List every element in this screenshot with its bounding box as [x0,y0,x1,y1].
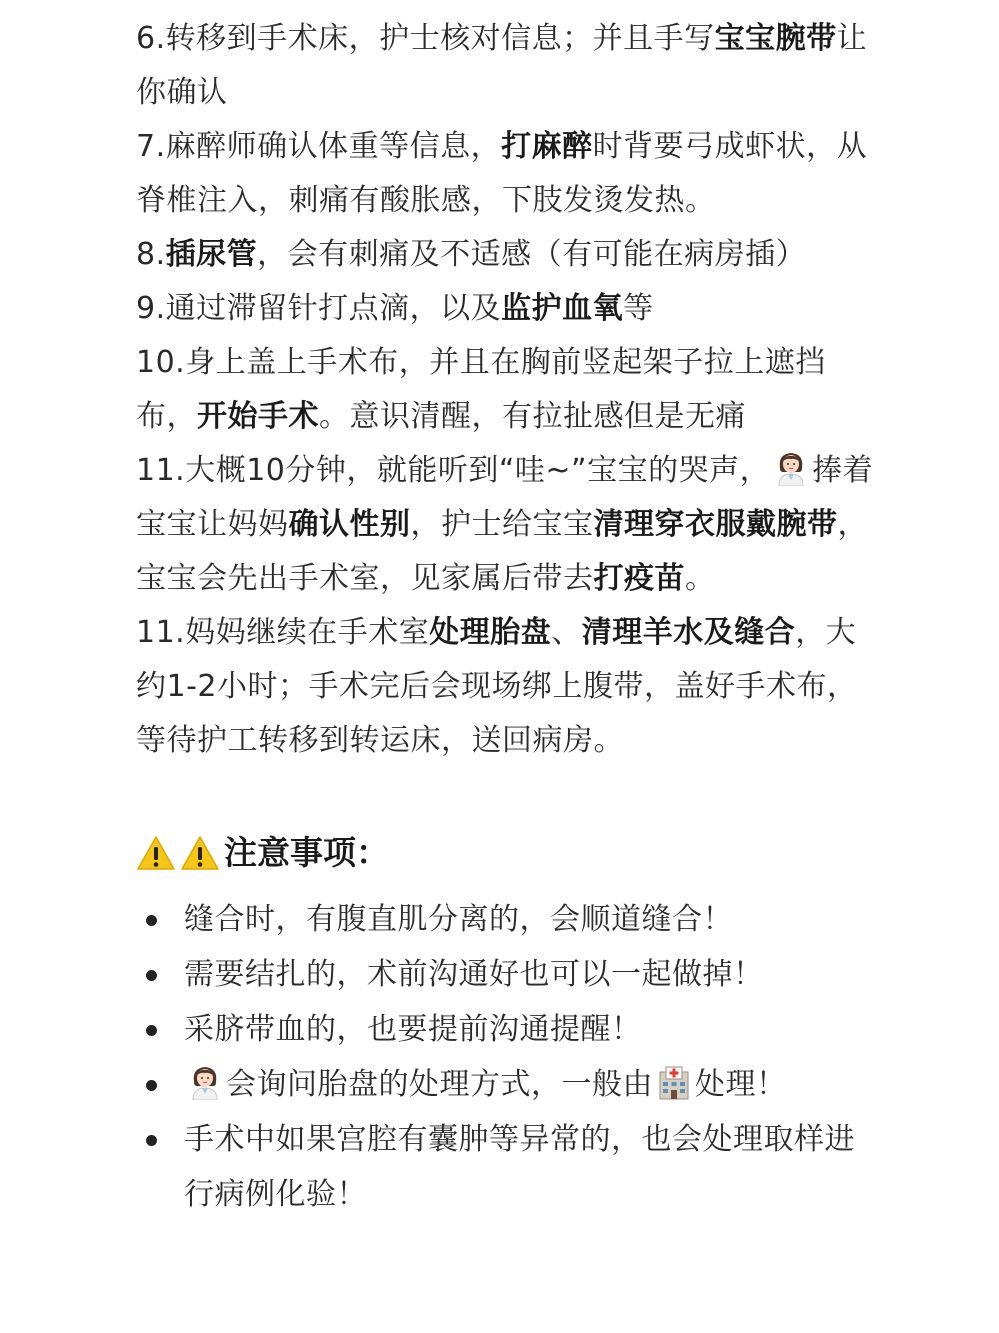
text-segment: 缝合时，有腹直肌分离的，会顺道缝合！ [184,902,733,937]
notice-item [136,1112,856,1222]
warning-icon [180,835,220,871]
bullet-icon [146,1080,157,1091]
text-segment: 11.妈妈继续在手术室 [136,615,430,650]
text-segment: 10.身上盖上手术布，并且在胸前竖起架子拉上遮挡布， [136,345,826,434]
step-paragraph [136,120,876,228]
notice-title: 注意事项： [224,833,389,872]
text-segment: 会询问胎盘的处理方式，一般由 [226,1067,653,1102]
nurse-icon [188,1064,222,1100]
highlight-text: 宝宝腕带 [714,21,837,56]
text-segment: 时背要弓成虾状，从脊椎注入，刺痛有酸胀感，下肢发烫发热。 [136,129,868,218]
highlight-text: 清理羊水及缝合 [581,615,796,650]
bullet-icon [146,915,157,926]
highlight-text: 打疫苗 [593,561,685,596]
text-segment: 。 [685,561,716,596]
text-segment: 采脐带血的，也要提前沟通提醒！ [184,1012,642,1047]
highlight-text: 插尿管 [165,237,258,272]
warning-icon [136,835,176,871]
text-segment: ，护士给宝宝 [410,507,594,542]
step-paragraph [136,336,876,444]
text-segment: 8. [136,237,166,272]
text-segment: 等 [623,291,654,326]
text-segment: 6.转移到手术床，护士核对信息；并且手写 [136,21,715,56]
hospital-icon [657,1064,691,1100]
bullet-icon [146,1135,157,1146]
nurse-icon [774,450,808,486]
notice-heading [136,828,999,878]
text-segment: 7.麻醉师确认体重等信息， [136,129,502,164]
highlight-text: 打麻醉 [501,129,593,164]
step-paragraph [136,228,876,282]
bullet-icon [146,1025,157,1036]
text-segment: 让你确认 [136,21,868,110]
text-segment: 处理！ [695,1067,787,1102]
text-segment: 。意识清醒，有拉扯感但是无痛 [319,399,746,434]
step-paragraph [136,444,876,606]
text-segment: 需要结扎的，术前沟通好也可以一起做掉！ [184,957,764,992]
notice-list [136,892,856,1222]
highlight-text: 监护血氧 [501,291,624,326]
step-paragraph [136,282,876,336]
highlight-text: 确认性别 [288,507,411,542]
procedure-steps [136,12,876,768]
text-segment: 手术中如果宫腔有囊肿等异常的，也会处理取样进行病例化验！ [184,1122,855,1212]
text-segment: 9.通过滞留针打点滴，以及 [136,291,502,326]
text-segment: ，宝宝会先出手术室，见家属后带去 [136,507,868,596]
notice-item [136,892,856,947]
text-segment: 捧着宝宝让妈妈 [136,453,874,542]
highlight-text: 清理穿衣服戴腕带 [593,507,838,542]
text-segment: 、 [551,615,582,650]
bullet-icon [146,970,157,981]
notice-item [136,1002,856,1057]
step-paragraph [136,12,876,120]
text-segment: ，会有刺痛及不适感（有可能在病房插） [257,237,807,272]
text-segment: 11.大概10分钟，就能听到“哇~”宝宝的哭声， [136,453,771,488]
notice-item [136,947,856,1002]
step-paragraph [136,606,876,768]
highlight-text: 开始手术 [197,399,319,434]
notice-item [136,1057,856,1112]
highlight-text: 处理胎盘 [429,615,552,650]
text-segment: ，大约1-2小时；手术完后会现场绑上腹带，盖好手术布，等待护工转移到转运床，送回病房。 [136,615,858,758]
